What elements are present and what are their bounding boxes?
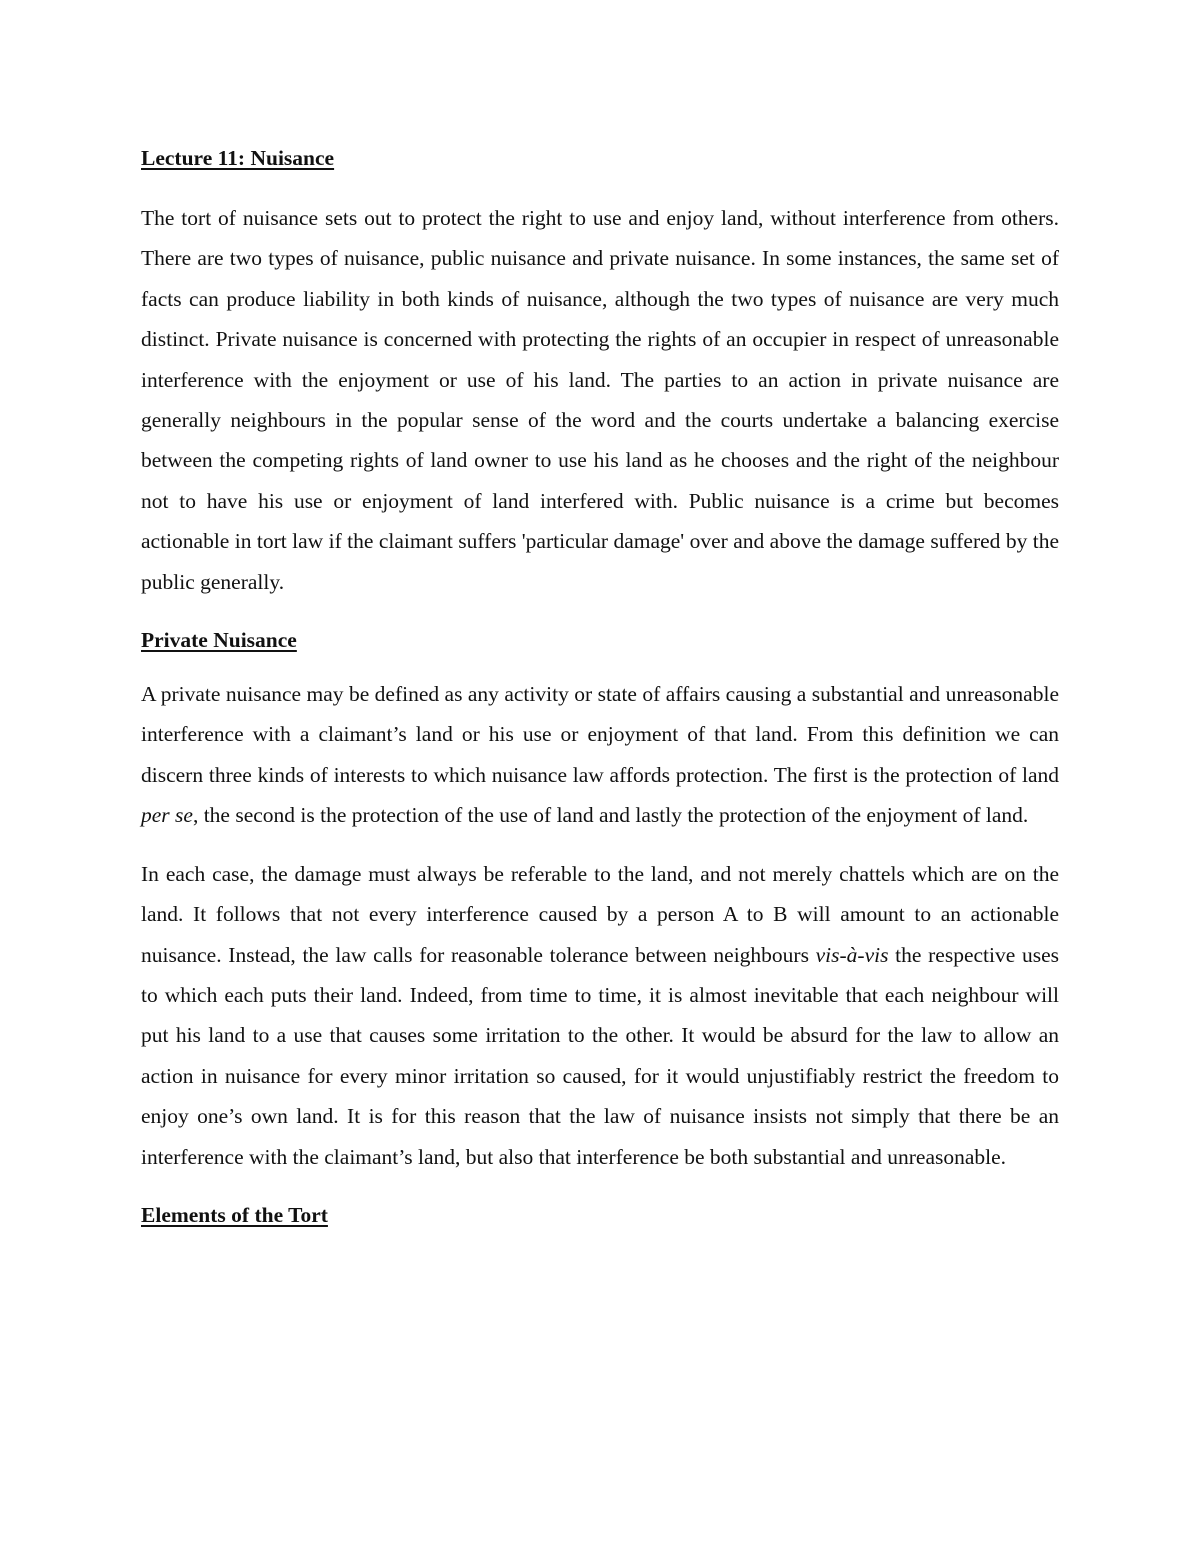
per-se-italic: per se	[141, 803, 193, 828]
definition-text-start: A private nuisance may be defined as any activity or state of affairs causing a substantial and unreasonable interference with a claimant’s land or his use or enjoyment of that land. From this definition we can discern three kinds of interests to which nuisance law affords protection. The first is the protection of land	[141, 682, 1059, 787]
intro-paragraph: The tort of nuisance sets out to protect the right to use and enjoy land, without interference from others. There are two types of nuisance, public nuisance and private nuisance. In some instances, the same set of facts can produce liability in both kinds of nuisance, although the two types of nuisance are very much distinct. Private nuisance is concerned with protecting the rights of an occupier in respect of unreasonable interference with the enjoyment or use of his land. The parties to an action in private nuisance are generally neighbours in the popular sense of the word and the courts undertake a balancing exercise between the competing rights of land owner to use his land as he chooses and the right of the neighbour not to have his use or enjoyment of land interfered with. Public nuisance is a crime but becomes actionable in tort law if the claimant suffers 'particular damage' over and above the damage suffered by the public generally.	[141, 206, 1059, 594]
vis-a-vis-italic: vis-à-vis	[815, 942, 889, 967]
elements-of-tort-heading: Elements of the Tort	[141, 1202, 328, 1227]
document-body	[141, 138, 1059, 1235]
lecture-title: Lecture 11: Nuisance	[141, 146, 335, 170]
damage-text-start: In each case, the damage must always be referable to the land, and not merely chattels which are on the land. It follows that not every interference caused by a person A to B will amount to an actionable nuisance. Instead, the law calls for reasonable tolerance between neighbours	[141, 861, 1059, 967]
damage-text-end: the respective uses to which each puts their land. Indeed, from time to time, it is almost inevitable that each neighbour will put his land to a use that causes some irritation to the other. It would be absurd for the law to allow an action in nuisance for every minor irritation so caused, for it would unjustifiably restrict the freedom to enjoy one’s own land. It is for this reason that the law of nuisance insists not simply that there be an interference with the claimant’s land, but also that interference be both substantial and unreasonable.	[141, 942, 1060, 1169]
definition-text-end: , the second is the protection of the use of land and lastly the protection of the enjoyment of land.	[192, 803, 1029, 828]
damage-referable-paragraph	[141, 854, 1059, 1177]
private-nuisance-heading: Private Nuisance	[141, 628, 297, 653]
private-nuisance-definition-paragraph	[141, 674, 1059, 836]
